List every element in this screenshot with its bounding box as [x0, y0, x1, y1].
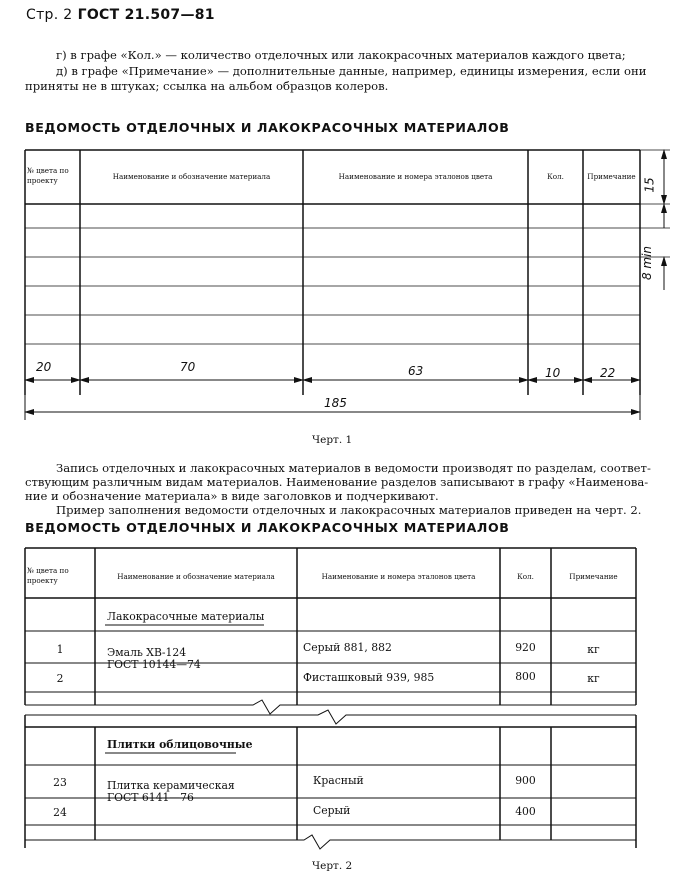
row2-note: кг [587, 672, 600, 685]
row2-no: 2 [56, 672, 64, 685]
row1-color: Серый 881, 882 [303, 641, 392, 654]
row1-no: 1 [56, 643, 64, 656]
fig2-col-header-material: Наименование и обозначение материала [117, 572, 275, 581]
section2-material-line2: ГОСТ 6141—76 [107, 791, 194, 804]
row24-no: 24 [53, 806, 67, 819]
standard-number: ГОСТ 21.507—81 [77, 7, 215, 23]
row1-note: кг [587, 643, 600, 656]
item-g: г) в графе «Кол.» — количество отделочных или лакокрасочных материалов каждого цвета; [56, 48, 626, 62]
row23-no: 23 [53, 776, 67, 789]
section1-material-line2: ГОСТ 10144—74 [107, 658, 201, 671]
fig1-col-header-no: № цвета по проекту [27, 166, 69, 185]
row2-color: Фисташковый 939, 985 [303, 671, 435, 684]
dim-header-height: 15 [642, 177, 657, 193]
row23-color: Красный [313, 774, 364, 787]
row1-qty: 920 [515, 641, 536, 654]
dim-row-height: 8 min [640, 245, 655, 281]
section2-title: Плитки облицовочные [107, 738, 253, 751]
page-number: Стр. 2 [26, 7, 73, 23]
middle-text-line2: ствующим различным видам материалов. Наименование разделов записывают в графу «Наименова- [25, 475, 649, 489]
dim-width-col1: 20 [36, 360, 52, 374]
fig2-col-header-qty: Кол. [517, 572, 534, 581]
middle-text-line1: Запись отделочных и лакокрасочных материалов в ведомости производят по разделам, соответ- [56, 461, 651, 475]
fig1-col-header-color: Наименование и номера эталонов цвета [338, 172, 493, 181]
dim-total-width: 185 [324, 396, 347, 410]
section1-material-line1: Эмаль ХВ-124 [107, 646, 187, 659]
fig1-col-header-material: Наименование и обозначение материала [112, 172, 271, 181]
figure2-title: ВЕДОМОСТЬ ОТДЕЛОЧНЫХ И ЛАКОКРАСОЧНЫХ МАТЕРИАЛОВ [25, 520, 510, 535]
row2-qty: 800 [515, 670, 536, 683]
section2-material-line1: Плитка керамическая [107, 779, 235, 792]
fig1-col-header-qty: Кол. [547, 172, 564, 181]
figure2-caption: Черт. 2 [312, 860, 353, 872]
dim-width-col2: 70 [180, 360, 196, 374]
fig1-col-header-note: Примечание [587, 172, 636, 181]
section1-title: Лакокрасочные материалы [107, 610, 265, 623]
item-d-line1: д) в графе «Примечание» — дополнительные данные, например, единицы измерения, если они [56, 64, 647, 78]
middle-text-line4: Пример заполнения ведомости отделочных и лакокрасочных материалов приведен на черт. 2. [56, 503, 642, 517]
fig2-col-header-no: № цвета по проекту [27, 566, 69, 585]
dim-width-col3: 63 [408, 364, 424, 378]
dim-width-col5: 22 [600, 366, 616, 380]
row24-qty: 400 [515, 805, 536, 818]
figure1-caption: Черт. 1 [312, 434, 353, 446]
middle-text-line3: ние и обозначение материала» в виде заголовков и подчеркивают. [25, 489, 439, 503]
row23-qty: 900 [515, 774, 536, 787]
item-d-line2: приняты не в штуках; ссылка на альбом образцов колеров. [25, 79, 389, 93]
dim-width-col4: 10 [545, 366, 561, 380]
fig2-col-header-note: Примечание [569, 572, 618, 581]
figure1-title: ВЕДОМОСТЬ ОТДЕЛОЧНЫХ И ЛАКОКРАСОЧНЫХ МАТЕРИАЛОВ [25, 120, 510, 135]
fig2-col-header-color: Наименование и номера эталонов цвета [321, 572, 476, 581]
row24-color: Серый [313, 804, 351, 817]
